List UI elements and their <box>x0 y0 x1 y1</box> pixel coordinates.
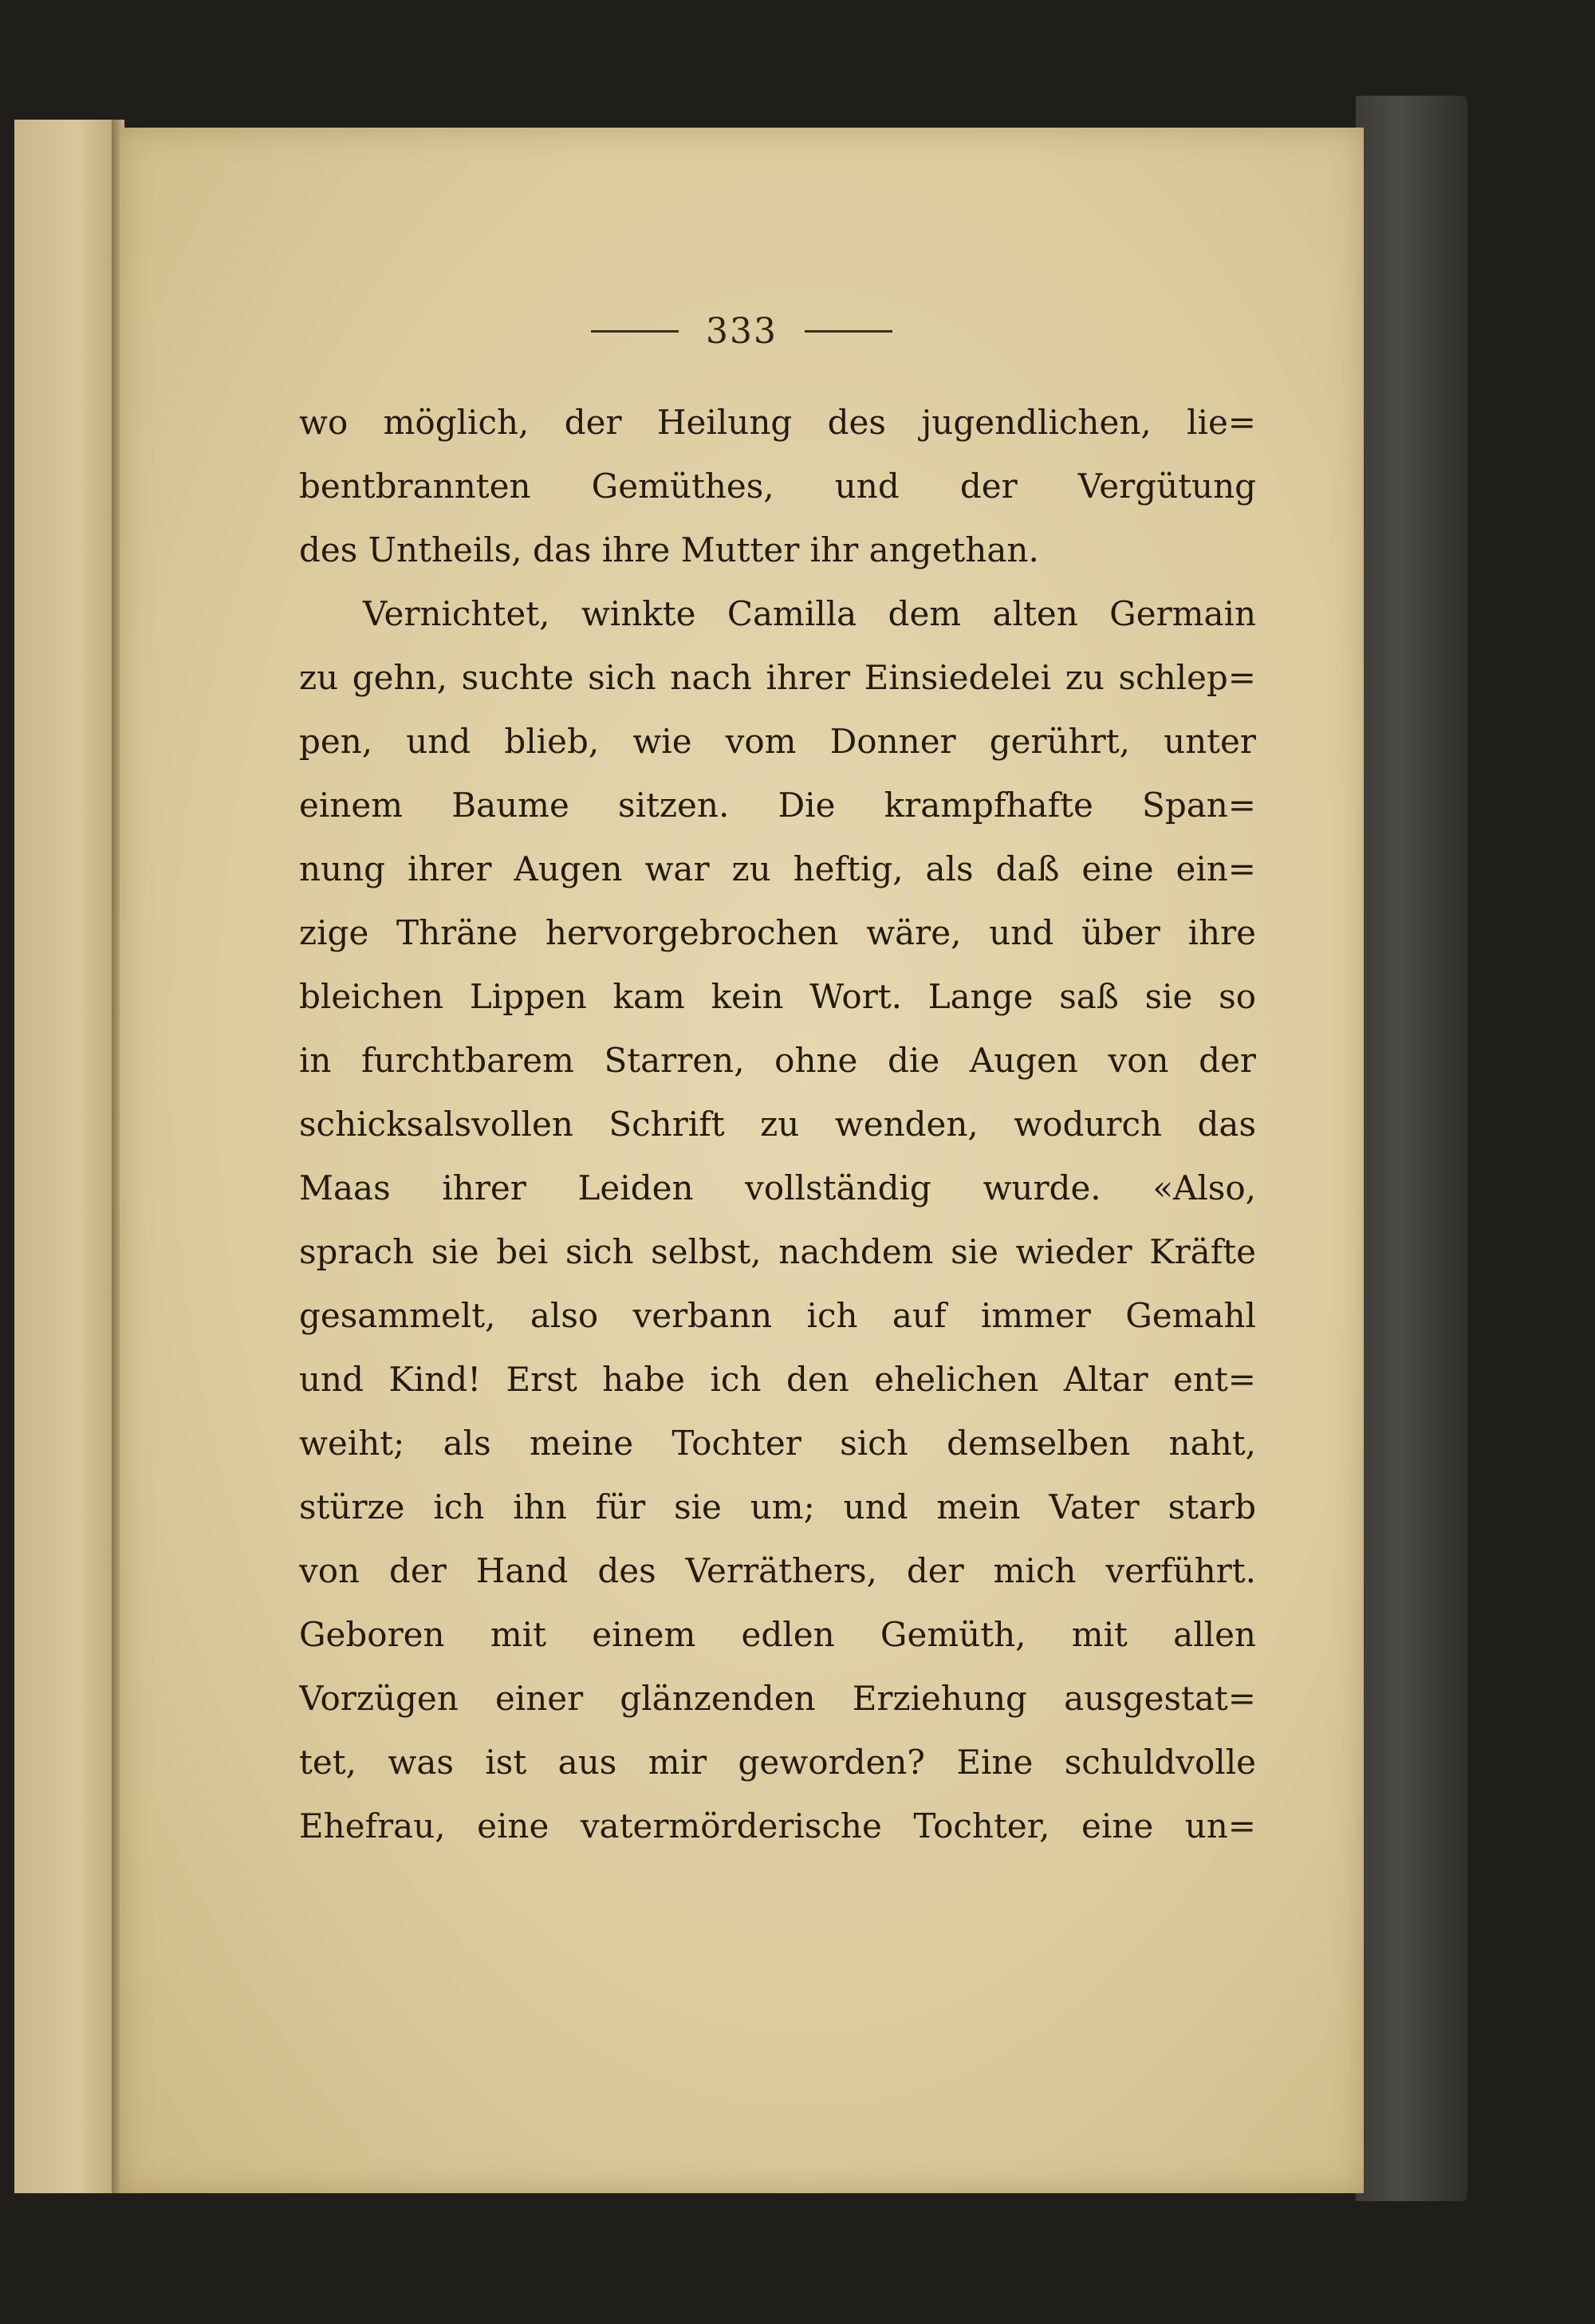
text-line: und Kind! Erst habe ich den ehelichen Altar ent= <box>299 1360 1256 1399</box>
header-rule-right <box>805 330 892 333</box>
page-number: 333 <box>706 311 778 352</box>
text-line: weiht; als meine Tochter sich demselben naht, <box>299 1424 1256 1463</box>
text-line: des Untheils, das ihre Mutter ihr angethan. <box>299 530 1039 569</box>
previous-page-edge <box>14 120 120 2193</box>
text-line: Vorzügen einer glänzenden Erziehung ausgestat= <box>299 1679 1256 1718</box>
text-line: pen, und blieb, wie vom Donner gerührt, unter <box>299 722 1256 761</box>
text-line: zu gehn, suchte sich nach ihrer Einsiedelei zu schlep= <box>299 658 1256 697</box>
book-page <box>120 128 1364 2193</box>
text-line: zige Thräne hervorgebrochen wäre, und über ihre <box>299 913 1256 952</box>
text-line: tet, was ist aus mir geworden? Eine schuldvolle <box>299 1743 1256 1782</box>
header-rule-left <box>591 330 679 333</box>
book-cover-edge <box>1356 96 1467 2201</box>
text-line: nung ihrer Augen war zu heftig, als daß eine ein= <box>299 849 1256 888</box>
text-line: Ehefrau, eine vatermörderische Tochter, eine un= <box>299 1806 1256 1845</box>
text-line: Vernichtet, winkte Camilla dem alten Germain <box>363 594 1256 633</box>
page-header <box>120 311 1364 352</box>
text-line: bentbrannten Gemüthes, und der Vergütung <box>299 467 1256 506</box>
text-line: von der Hand des Verräthers, der mich verführt. <box>299 1551 1256 1590</box>
text-line: bleichen Lippen kam kein Wort. Lange saß sie so <box>299 977 1256 1016</box>
text-line: in furchtbarem Starren, ohne die Augen von der <box>299 1041 1256 1080</box>
text-line: schicksalsvollen Schrift zu wenden, wodurch das <box>299 1105 1256 1144</box>
text-line: einem Baume sitzen. Die krampfhafte Span= <box>299 786 1256 825</box>
text-line: wo möglich, der Heilung des jugendlichen, lie= <box>299 403 1256 442</box>
text-line: stürze ich ihn für sie um; und mein Vater starb <box>299 1487 1256 1526</box>
text-line: gesammelt, also verbann ich auf immer Gemahl <box>299 1296 1256 1335</box>
text-line: Geboren mit einem edlen Gemüth, mit allen <box>299 1615 1256 1654</box>
text-line: sprach sie bei sich selbst, nachdem sie wieder Kräfte <box>299 1232 1256 1271</box>
body-text <box>299 391 1256 1858</box>
text-line: Maas ihrer Leiden vollständig wurde. «Also, <box>299 1168 1256 1207</box>
